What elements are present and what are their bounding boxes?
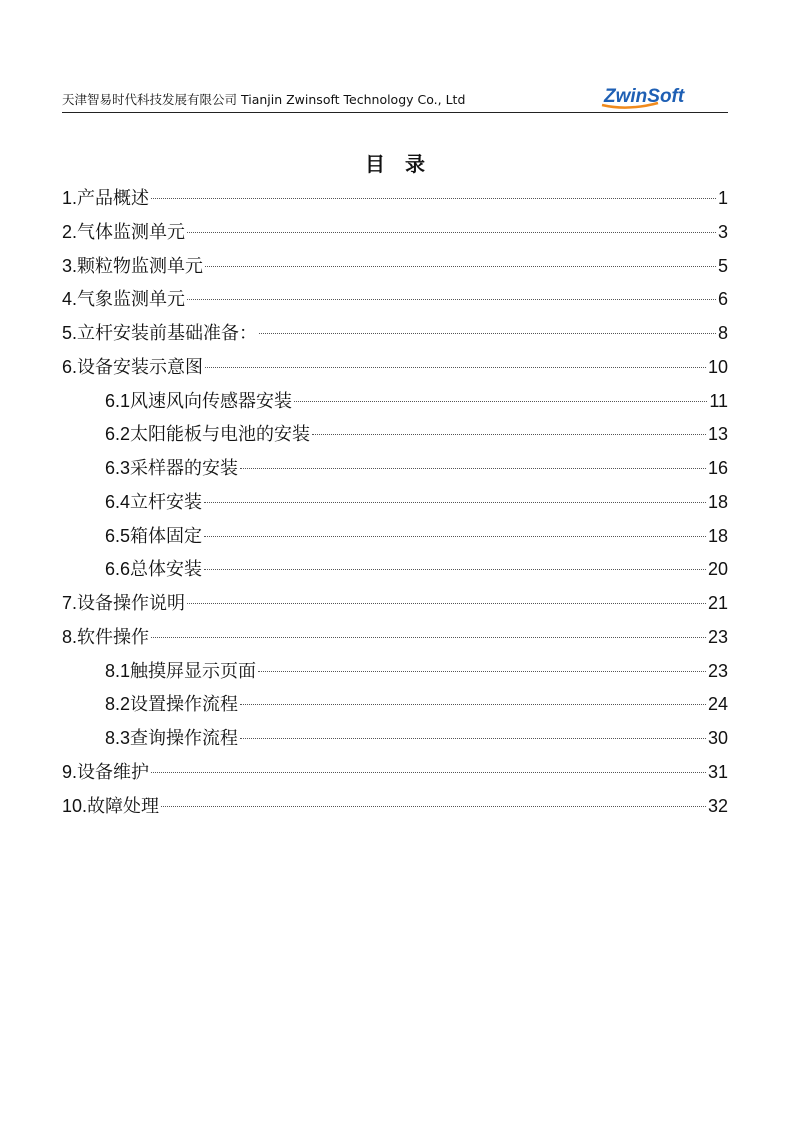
- page-header: [62, 84, 728, 113]
- toc-entry-page: 24: [707, 694, 728, 715]
- toc-entry-label: 查询操作流程: [130, 728, 239, 749]
- toc-entry-label: 设备操作说明: [77, 593, 186, 614]
- toc-leader-dots: [205, 266, 716, 267]
- toc-leader-dots: [187, 603, 706, 604]
- toc-entry[interactable]: [62, 553, 728, 587]
- toc-entry-page: 32: [707, 795, 728, 816]
- toc-entry[interactable]: [62, 587, 728, 621]
- toc-leader-dots: [240, 738, 706, 739]
- toc-entry-page: 18: [707, 525, 728, 546]
- toc-entry-number: 6.4: [105, 491, 131, 512]
- toc-entry[interactable]: [62, 688, 728, 722]
- toc-entry-page: 21: [707, 593, 728, 613]
- logo-text: ZwinSoft: [604, 86, 685, 107]
- toc-leader-dots: [259, 333, 716, 334]
- toc-entry-label: 立杆安装: [130, 491, 203, 513]
- toc-entry-number: 8.1: [105, 660, 131, 681]
- toc-entry-number: 6.5: [105, 525, 131, 546]
- zwinsoft-logo: [598, 85, 726, 109]
- toc-entry-page: 1: [717, 188, 728, 208]
- toc-leader-dots: [204, 536, 706, 537]
- toc-entry[interactable]: [62, 385, 728, 419]
- toc-entry[interactable]: [62, 351, 728, 385]
- toc-entry-number: 6.2: [105, 424, 131, 445]
- toc-entry[interactable]: [62, 756, 728, 790]
- toc-entry-label: 立杆安装前基础准备：: [77, 323, 258, 344]
- toc-entry-number: 6.6: [105, 559, 131, 580]
- toc-entry-number: 8.2: [105, 694, 131, 715]
- toc-entry[interactable]: [62, 520, 728, 554]
- toc-entry[interactable]: [62, 317, 728, 351]
- toc-leader-dots: [294, 401, 707, 402]
- toc-entry-label: 设置操作流程: [130, 694, 239, 716]
- toc-entry-page: 11: [709, 390, 728, 411]
- toc-entry-label: 故障处理: [87, 795, 160, 817]
- toc-entry-page: 6: [717, 289, 728, 310]
- toc-entry-page: 8: [717, 323, 728, 343]
- toc-entry[interactable]: [62, 486, 728, 520]
- toc-entry-label: 颗粒物监测单元: [77, 255, 204, 277]
- toc-entry-label: 箱体固定: [130, 525, 203, 547]
- toc-entry-label: 总体安装: [130, 559, 203, 581]
- toc-entry[interactable]: [62, 790, 728, 824]
- toc-leader-dots: [187, 299, 716, 300]
- toc-entry-page: 16: [707, 458, 728, 478]
- toc-entry[interactable]: [62, 655, 728, 689]
- toc-leader-dots: [204, 569, 706, 570]
- toc-leader-dots: [204, 502, 706, 503]
- toc-entry-label: 风速风向传感器安装: [130, 390, 293, 412]
- toc-entry-page: 20: [707, 559, 728, 580]
- toc-entry-page: 10: [707, 356, 728, 377]
- toc-entry-label: 太阳能板与电池的安装: [130, 424, 311, 446]
- toc-leader-dots: [151, 198, 716, 199]
- toc-entry-page: 23: [707, 626, 728, 647]
- toc-entry-number: 3.: [62, 255, 78, 276]
- toc-entry-number: 4.: [62, 289, 78, 310]
- toc-entry-number: 8.: [62, 626, 78, 647]
- toc-entry-page: 18: [707, 491, 728, 512]
- toc-entry-page: 30: [707, 728, 728, 748]
- toc-entry-page: 31: [707, 761, 728, 782]
- toc-entry-number: 6.1: [105, 390, 131, 411]
- toc-entry[interactable]: [62, 182, 728, 216]
- toc-entry[interactable]: [62, 283, 728, 317]
- toc-entry[interactable]: [62, 621, 728, 655]
- toc-entry[interactable]: [62, 452, 728, 486]
- table-of-contents: [62, 182, 728, 823]
- toc-entry-label: 设备安装示意图: [77, 356, 204, 378]
- toc-leader-dots: [312, 434, 706, 435]
- toc-entry[interactable]: [62, 216, 728, 250]
- toc-entry[interactable]: [62, 722, 728, 756]
- toc-entry-number: 8.3: [105, 728, 131, 748]
- toc-entry-number: 7.: [62, 593, 78, 613]
- toc-entry[interactable]: [62, 250, 728, 284]
- toc-entry-number: 5.: [62, 323, 78, 343]
- toc-entry-page: 5: [717, 255, 728, 276]
- toc-entry-number: 9.: [62, 761, 78, 782]
- toc-entry-label: 采样器的安装: [130, 458, 239, 479]
- toc-entry-label: 气象监测单元: [77, 289, 186, 311]
- toc-entry-number: 6.: [62, 356, 78, 377]
- toc-entry-number: 2.: [62, 221, 78, 242]
- toc-entry-label: 产品概述: [77, 188, 150, 209]
- toc-leader-dots: [151, 637, 706, 638]
- toc-entry-label: 触摸屏显示页面: [130, 660, 257, 682]
- toc-leader-dots: [258, 671, 706, 672]
- toc-leader-dots: [161, 806, 706, 807]
- toc-entry-number: 10.: [62, 795, 88, 816]
- toc-entry-number: 1.: [62, 188, 78, 208]
- toc-leader-dots: [240, 468, 706, 469]
- toc-title: 目录: [365, 152, 445, 176]
- toc-entry-page: 23: [707, 660, 728, 681]
- toc-leader-dots: [151, 772, 706, 773]
- toc-leader-dots: [205, 367, 706, 368]
- toc-entry-number: 6.3: [105, 458, 131, 478]
- toc-entry[interactable]: [62, 418, 728, 452]
- toc-leader-dots: [240, 704, 706, 705]
- toc-entry-page: 13: [707, 424, 728, 445]
- company-name: 天津智易时代科技发展有限公司 Tianjin Zwinsoft Technology Co., Ltd: [62, 92, 466, 107]
- toc-entry-label: 设备维护: [77, 761, 150, 783]
- toc-entry-label: 气体监测单元: [77, 221, 186, 243]
- toc-entry-page: 3: [717, 221, 728, 242]
- toc-leader-dots: [187, 232, 716, 233]
- toc-entry-label: 软件操作: [77, 626, 150, 648]
